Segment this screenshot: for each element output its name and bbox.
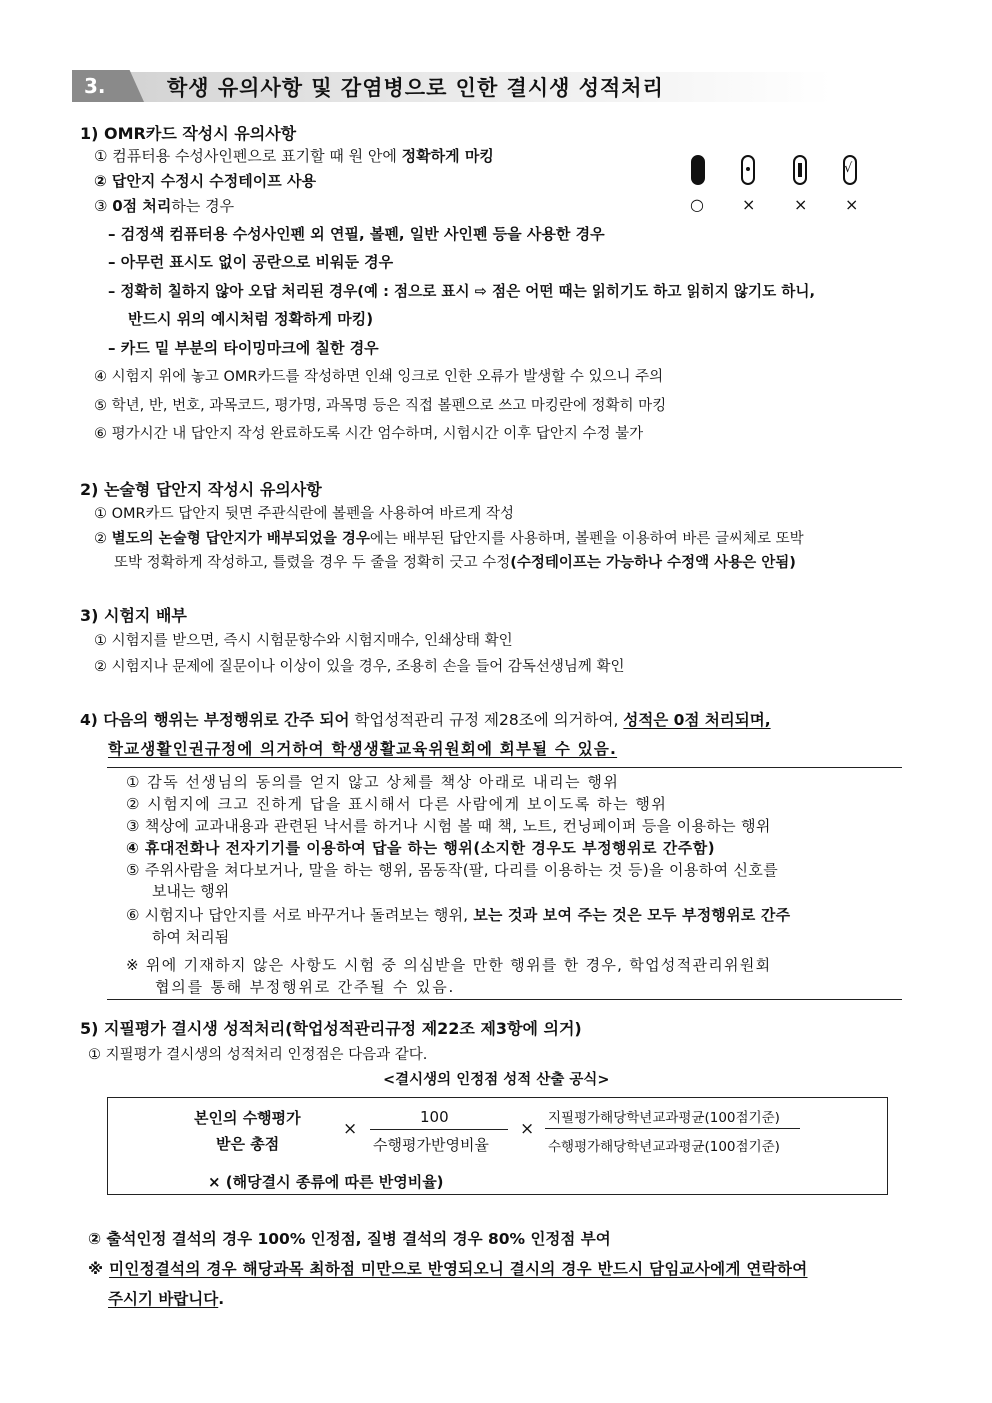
- s1-item-1: [94, 145, 494, 166]
- s1-dash-4: – 카드 밑 부분의 타이밍마크에 칠한 경우: [108, 339, 379, 357]
- formula-denominator-2: 수행평가해당학년교과평균(100점기준): [548, 1139, 780, 1155]
- s1-dash-3-cont: 반드시 위의 예시처럼 정확하게 마킹): [128, 310, 374, 328]
- s2-item-2-rest: 에는 배부된 답안지를 사용하며, 볼펜을 이용하여 바른 글씨체로 또박: [369, 531, 804, 547]
- formula-left-line-2: 받은 총점: [216, 1135, 280, 1153]
- omr-check-mark: [843, 155, 857, 185]
- omr-filled-mark: [691, 155, 705, 185]
- s3-item-2: ② 시험지나 문제에 질문이나 이상이 있을 경우, 조용히 손을 들어 감독선생님께 확인: [94, 659, 625, 675]
- s2-item-2-cont-bold: (수정테이프는 가능하나 수정액 사용은 안됨): [510, 555, 796, 571]
- s4-note-cont: 협의를 통해 부정행위로 간주될 수 있음.: [155, 978, 456, 996]
- omr-result-wrong-1: ×: [742, 195, 756, 214]
- s5-note-cont-text: 주시기 바랍니다: [108, 1290, 219, 1308]
- s2-item-2-cont-text: 또박 정확하게 작성하고, 틀렸을 경우 두 줄을 정확히 긋고 수정: [114, 555, 511, 571]
- formula-left-line-1: 본인의 수행평가: [194, 1109, 301, 1127]
- omr-dot-mark: [741, 155, 755, 185]
- s1-item-5: ⑤ 학년, 반, 번호, 과목코드, 평가명, 과목명 등은 직접 볼펜으로 쓰고 마킹란에 정확히 마킹: [94, 398, 667, 414]
- s3-item-1: ① 시험지를 받으면, 즉시 시험문항수와 시험지매수, 인쇄상태 확인: [94, 633, 513, 649]
- s5-note-mark: ※: [88, 1260, 110, 1278]
- formula-numerator-2: 지필평가해당학년교과평균(100점기준): [548, 1110, 780, 1126]
- s4-item-4: ④ 휴대전화나 전자기기를 이용하여 답을 하는 행위(소지한 경우도 부정행위로 간주함): [126, 839, 716, 857]
- s1-item-4: ④ 시험지 위에 놓고 OMR카드를 작성하면 인쇄 잉크로 인한 오류가 발생할 수 있으니 주의: [94, 369, 664, 385]
- s1-item-1-text: ① 컴퓨터용 수성사인펜으로 표기할 때 원 안에: [94, 147, 402, 165]
- s4-item-5-cont: 보내는 행위: [152, 882, 230, 900]
- s1-item-3-bold: 0점 처리: [112, 197, 172, 215]
- s1-dash-1: – 검정색 컴퓨터용 수성사인펜 외 연필, 볼펜, 일반 사인펜 등을 사용한 경우: [108, 225, 605, 243]
- s1-item-1-bold: 정확하게 마킹: [401, 147, 494, 165]
- s4-note: ※ 위에 기재하지 않은 사항도 시험 중 의심받을 만한 행위를 한 경우, 학업성적관리위원회: [126, 956, 772, 974]
- formula-denominator-1: 수행평가반영비율: [373, 1136, 489, 1154]
- s3-title: 3) 시험지 배부: [80, 606, 187, 625]
- s5-note-text: 미인정결석의 경우 해당과목 최하점 미만으로 반영되오니 결시의 경우 반드시 담임교사에게 연락하여: [109, 1260, 808, 1278]
- s2-item-2-cont: [114, 551, 796, 572]
- s2-title: 2) 논술형 답안지 작성시 유의사항: [80, 480, 322, 499]
- s2-item-2-bold: 별도의 논술형 답안지가 배부되었을 경우: [111, 531, 370, 547]
- formula-numerator-1: 100: [420, 1108, 449, 1126]
- s4-title: [80, 708, 771, 730]
- s4-title-mid: 학업성적관리 규정 제28조에 의거하여,: [349, 711, 624, 729]
- s5-note-cont: [108, 1287, 224, 1309]
- s5-item-2: ② 출석인정 결석의 경우 100% 인정점, 질병 결석의 경우 80% 인정점 부여: [88, 1230, 611, 1248]
- s1-item-3-num: ③: [94, 197, 113, 215]
- s5-note-end: .: [218, 1290, 225, 1308]
- s4-item-6-cont: 하여 처리됨: [152, 928, 230, 946]
- s4-item-5: ⑤ 주위사람을 쳐다보거나, 말을 하는 행위, 몸동작(팔, 다리를 이용하는 것 등)을 이용하여 신호를: [126, 861, 779, 879]
- s2-item-2: [94, 527, 804, 548]
- s4-bottom-rule: [107, 999, 902, 1000]
- omr-result-wrong-3: ×: [845, 195, 859, 214]
- check-icon: √: [844, 161, 853, 176]
- s1-item-3: [94, 195, 234, 216]
- s4-title-line-2: 학교생활인권규정에 의거하여 학생생활교육위원회에 회부될 수 있음.: [108, 740, 618, 758]
- s1-title: 1) OMR카드 작성시 유의사항: [80, 124, 297, 143]
- s2-item-1: ① OMR카드 답안지 뒷면 주관식란에 볼펜을 사용하여 바르게 작성: [94, 506, 515, 522]
- s4-title-bold: 4) 다음의 행위는 부정행위로 간주 되어: [80, 711, 350, 729]
- s4-item-6-text: ⑥ 시험지나 답안지를 서로 바꾸거나 돌려보는 행위,: [126, 906, 474, 924]
- s4-item-2: ② 시험지에 크고 진하게 답을 표시해서 다른 사람에게 보이도록 하는 행위: [126, 795, 668, 813]
- formula-bottom: × (해당결시 종류에 따른 반영비율): [208, 1173, 444, 1191]
- fraction-line-1: [370, 1129, 508, 1130]
- s4-title-emphasis: 성적은 0점 처리되며,: [623, 711, 771, 729]
- formula-title: <결시생의 인정점 성적 산출 공식>: [383, 1072, 610, 1088]
- section-number: 3.: [84, 74, 106, 98]
- s1-item-6: ⑥ 평가시간 내 답안지 작성 완료하도록 시간 엄수하며, 시험시간 이후 답안지 수정 불가: [94, 426, 644, 442]
- s1-dash-3: – 정확히 칠하지 않아 오답 처리된 경우(예 : 점으로 표시 ⇨ 점은 어떤 때는 읽히기도 하고 읽히지 않기도 하니,: [108, 283, 816, 300]
- page-title: 학생 유의사항 및 감염병으로 인한 결시생 성적처리: [167, 76, 664, 100]
- s4-item-3: ③ 책상에 교과내용과 관련된 낙서를 하거나 시험 볼 때 책, 노트, 컨닝페이퍼 등을 이용하는 행위: [126, 817, 771, 835]
- s5-title: 5) 지필평가 결시생 성적처리(학업성적관리규정 제22조 제3항에 의거): [80, 1019, 582, 1038]
- s1-item-3-rest: 하는 경우: [171, 197, 235, 215]
- fraction-line-2: [545, 1128, 800, 1129]
- s5-item-1: ① 지필평가 결시생의 성적처리 인정점은 다음과 같다.: [88, 1047, 428, 1063]
- s4-top-rule: [107, 767, 902, 768]
- s4-item-6: [126, 904, 790, 925]
- omr-result-wrong-2: ×: [794, 195, 808, 214]
- s4-item-6-bold: 보는 것과 보여 주는 것은 모두 부정행위로 간주: [473, 906, 791, 924]
- s4-item-1: ① 감독 선생님의 동의를 얻지 않고 상체를 책상 아래로 내리는 행위: [126, 773, 620, 791]
- s1-item-2: ② 답안지 수정시 수정테이프 사용: [94, 172, 316, 190]
- s5-note: [88, 1257, 808, 1279]
- formula-times-1: ×: [343, 1119, 358, 1139]
- s2-item-2-num: ②: [94, 531, 112, 547]
- formula-times-2: ×: [520, 1119, 535, 1139]
- omr-partial-mark: [793, 155, 807, 185]
- omr-result-correct: ○: [690, 195, 704, 214]
- s1-dash-2: – 아무런 표시도 없이 공란으로 비워둔 경우: [108, 253, 394, 271]
